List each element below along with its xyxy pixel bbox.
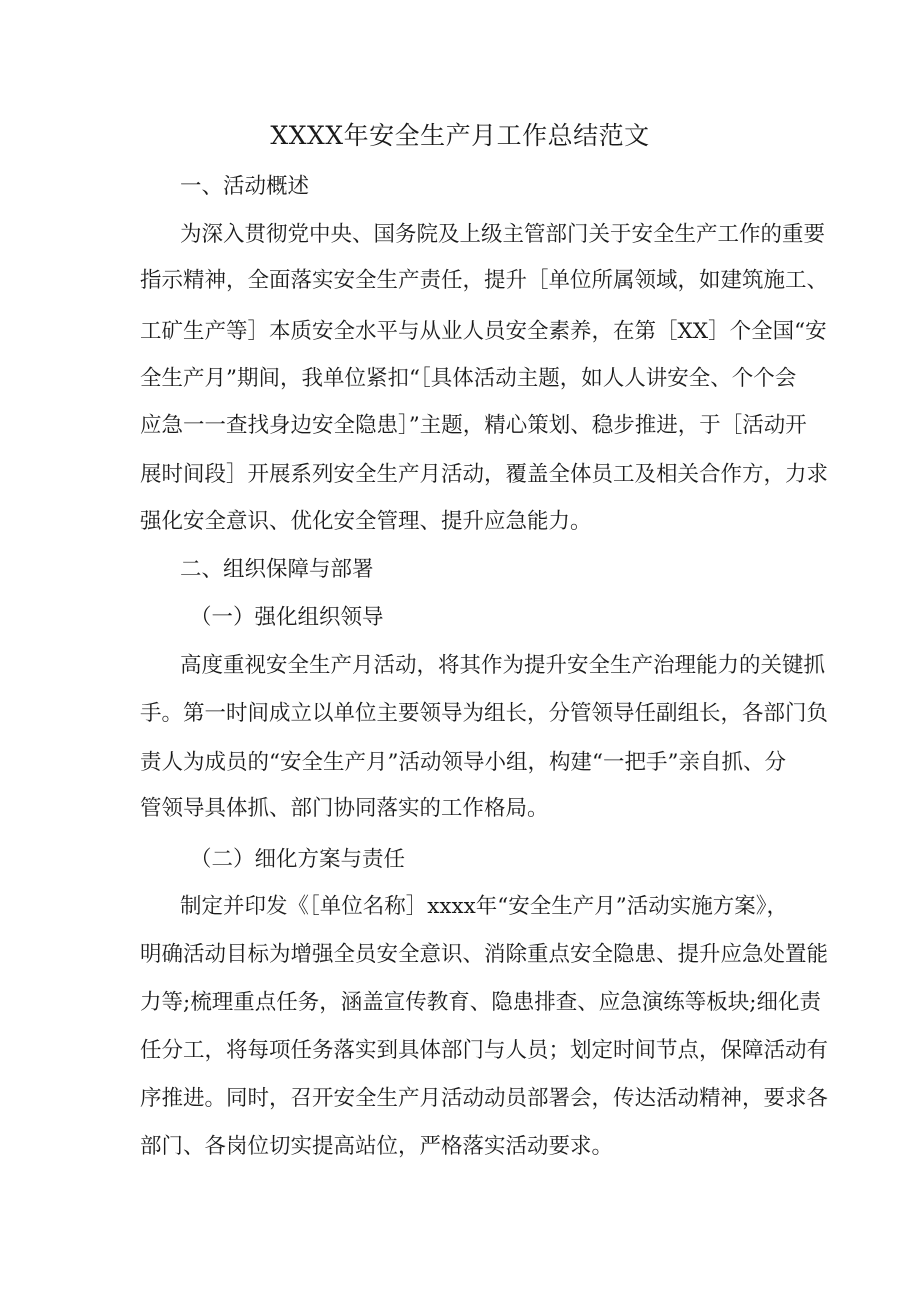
paragraph-line: 力等;梳理重点任务，涵盖宣传教育、隐患排查、应急演练等板块;细化责: [140, 990, 821, 1015]
paragraph-line: 管领导具体抓、部门协同落实的工作格局。: [140, 796, 549, 821]
paragraph-line: 应急一一查找身边安全隐患］”主题，精心策划、稳步推进，于［活动开: [140, 413, 807, 438]
paragraph-line: 指示精神，全面落实安全生产责任，提升［单位所属领域，如建筑施工、: [140, 268, 829, 293]
paragraph-line: 手。第一时间成立以单位主要领导为组长，分管领导任副组长，各部门负: [140, 701, 829, 726]
section-heading-organization: 二、组织保障与部署: [180, 557, 374, 582]
paragraph-line: 强化安全意识、优化安全管理、提升应急能力。: [140, 509, 592, 534]
section-heading-overview: 一、活动概述: [180, 174, 310, 199]
paragraph-line: 制定并印发《［单位名称］xxxx年“安全生产月”活动实施方案》，: [180, 894, 788, 919]
paragraph-line: 序推进。同时，召开安全生产月活动动员部署会，传达活动精神，要求各: [140, 1086, 829, 1111]
document-title: XXXX年安全生产月工作总结范文: [270, 121, 650, 150]
subsection-heading-leadership: （一）强化组织领导: [190, 605, 384, 630]
paragraph-line: 明确活动目标为增强全员安全意识、消除重点安全隐患、提升应急处置能: [140, 942, 829, 967]
paragraph-line: 高度重视安全生产月活动，将其作为提升安全生产治理能力的关键抓: [180, 653, 826, 678]
paragraph-line: 责人为成员的“安全生产月”活动领导小组，构建“一把手”亲自抓、分: [140, 750, 786, 775]
paragraph-line: 任分工，将每项任务落实到具体部门与人员；划定时间节点，保障活动有: [140, 1038, 829, 1063]
paragraph-line: 为深入贯彻党中央、国务院及上级主管部门关于安全生产工作的重要: [180, 222, 826, 247]
paragraph-line: 展时间段］开展系列安全生产月活动，覆盖全体员工及相关合作方，力求: [140, 462, 829, 487]
subsection-heading-plan: （二）细化方案与责任: [190, 847, 406, 872]
paragraph-line: 全生产月”期间，我单位紧扣“［具体活动主题，如人人讲安全、个个会: [140, 366, 797, 391]
paragraph-line: 部门、各岗位切实提高站位，严格落实活动要求。: [140, 1134, 614, 1159]
paragraph-line: 工矿生产等］本质安全水平与从业人员安全素养，在第［XX］个全国“安: [140, 319, 827, 344]
